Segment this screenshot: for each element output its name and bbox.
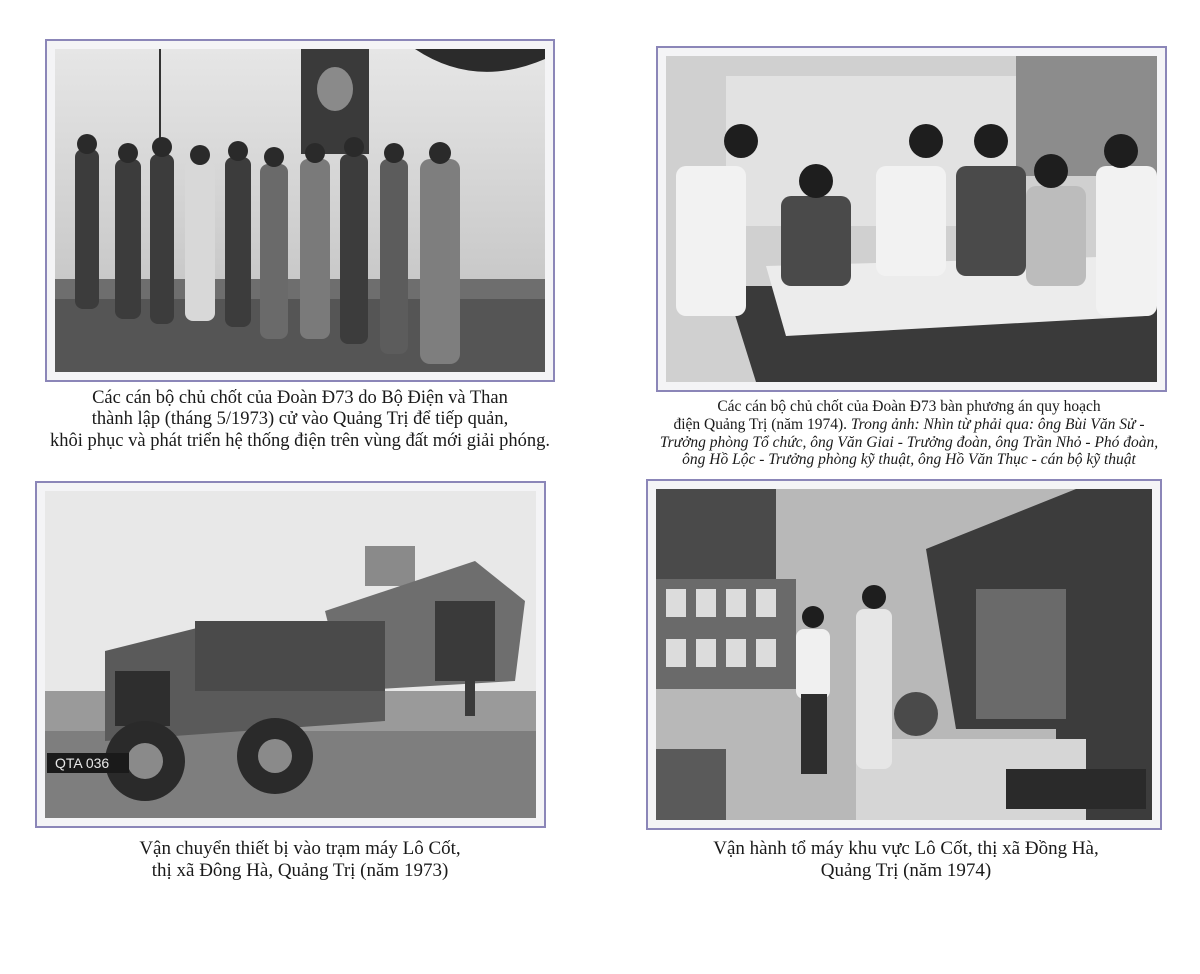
license-plate-text: QTA 036 — [55, 755, 110, 771]
caption-line: Các cán bộ chủ chốt của Đoàn Đ73 bàn phương án quy hoạch — [717, 398, 1101, 415]
caption-text: điện Quảng Trị (năm 1974). — [673, 415, 851, 433]
photo-truck-transport — [45, 491, 536, 818]
photo-planning-meeting — [666, 56, 1157, 382]
caption-photo-2 — [600, 398, 1200, 469]
caption-line: Các cán bộ chủ chốt của Đoàn Đ73 do Bộ Điện và Than — [92, 388, 508, 408]
photo-frame-1 — [45, 39, 555, 382]
photo-frame-3 — [35, 481, 546, 828]
photo-frame-4 — [646, 479, 1162, 830]
caption-line — [600, 416, 1200, 434]
caption-line: Vận chuyển thiết bị vào trạm máy Lô Cốt, — [139, 838, 461, 859]
caption-line: Vận hành tổ máy khu vực Lô Cốt, thị xã Đồng Hà, — [713, 838, 1099, 859]
caption-line: ông Hồ Lộc - Trưởng phòng kỹ thuật, ông Hồ Văn Thục - cán bộ kỹ thuật — [682, 451, 1136, 469]
caption-line: thành lập (tháng 5/1973) cử vào Quảng Trị để tiếp quản, — [91, 409, 509, 430]
caption-line: Quảng Trị (năm 1974) — [820, 859, 992, 881]
caption-line: Trưởng phòng Tổ chức, ông Văn Giai - Trưởng đoàn, ông Trần Nhỏ - Phó đoàn, — [659, 433, 1159, 451]
photo-frame-2 — [656, 46, 1167, 392]
caption-photo-3 — [0, 838, 600, 882]
caption-photo-4 — [606, 838, 1200, 882]
caption-line: thị xã Đông Hà, Quảng Trị (năm 1973) — [151, 859, 449, 881]
caption-italic-text: Trong ảnh: Nhìn từ phải qua: ông Bùi Văn Sử - — [850, 415, 1145, 433]
photo-machine-operation — [656, 489, 1152, 820]
photo-group-officials — [55, 49, 545, 372]
caption-photo-1 — [0, 388, 600, 452]
caption-line: khôi phục và phát triển hệ thống điện trên vùng đất mới giải phóng. — [50, 430, 550, 451]
